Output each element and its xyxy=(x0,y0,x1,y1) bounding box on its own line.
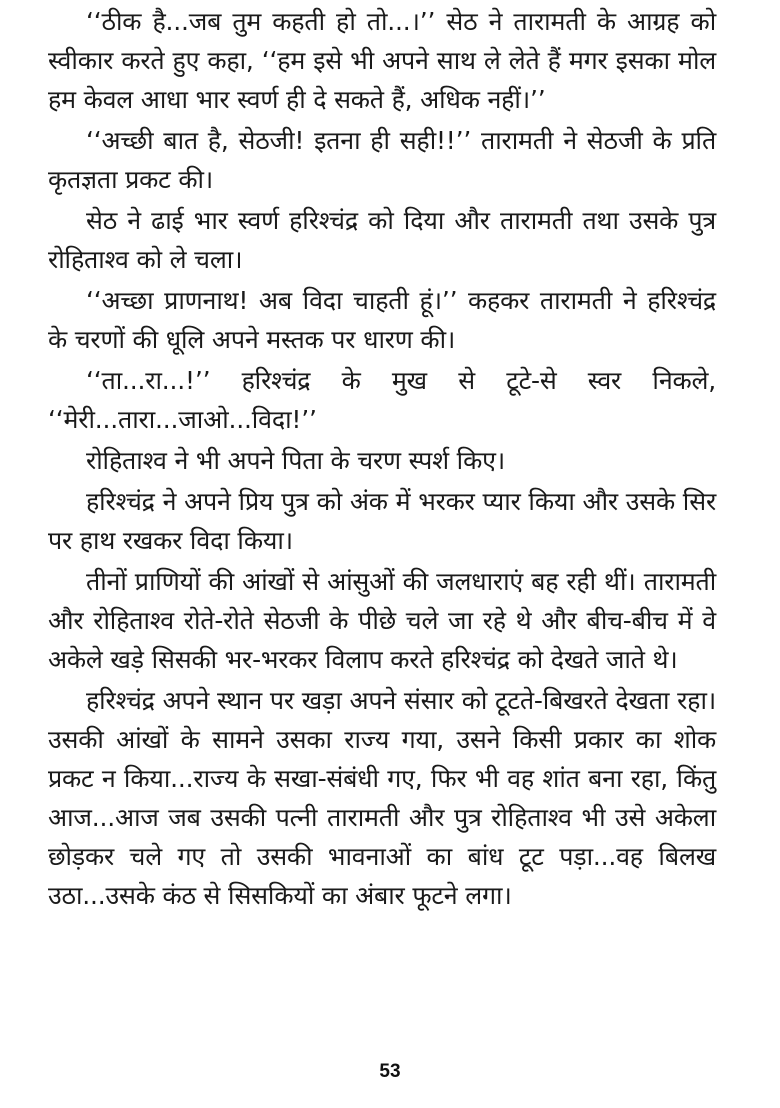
paragraph-9: हरिश्चंद्र अपने स्थान पर खड़ा अपने संसार को टूटते-बिखरते देखता रहा। उसकी आंखों के सामने उसका राज्य गया, उसने किसी प्रकार का शोक प्रकट न किया...राज्य के सखा-संबंधी गए, फिर भी वह शांत बना रहा, किंतु आज...आज जब उसकी पत्नी तारामती और पुत्र रोहिताश्व भी उसे अकेला छोड़कर चले गए तो उसकी भावनाओं का बांध टूट पड़ा...वह बिलख उठा...उसके कंठ से सिसकियों का अंबार फूटने लगा। xyxy=(48,686,716,910)
paragraph-3: सेठ ने ढाई भार स्वर्ण हरिश्चंद्र को दिया और तारामती तथा उसके पुत्र रोहिताश्व को ले चला। xyxy=(48,206,716,274)
paragraph-5: ‘‘ता...रा...!’’ हरिश्चंद्र के मुख से टूटे-से स्वर निकले, ‘‘मेरी...तारा...जाओ...विदा!’’ xyxy=(48,366,716,434)
page-number: 53 xyxy=(379,1061,401,1082)
paragraph-7: हरिश्चंद्र ने अपने प्रिय पुत्र को अंक में भरकर प्यार किया और उसके सिर पर हाथ रखकर विदा किया। xyxy=(48,487,716,555)
page-body xyxy=(48,2,716,1052)
paragraph-4: ‘‘अच्छा प्राणनाथ! अब विदा चाहती हूं।’’ कहकर तारामती ने हरिश्चंद्र के चरणों की धूलि अपने मस्तक पर धारण की। xyxy=(48,286,716,354)
paragraph-8: तीनों प्राणियों की आंखों से आंसुओं की जलधाराएं बह रही थीं। तारामती और रोहिताश्व रोते-रोते सेठजी के पीछे चले जा रहे थे और बीच-बीच में वे अकेले खड़े सिसकी भर-भरकर विलाप करते हरिश्चंद्र को देखते जाते थे। xyxy=(48,567,716,674)
paragraph-6: रोहिताश्व ने भी अपने पिता के चरण स्पर्श किए। xyxy=(86,446,506,475)
paragraph-2: ‘‘अच्छी बात है, सेठजी! इतना ही सही!!’’ तारामती ने सेठजी के प्रति कृतज्ञता प्रकट की। xyxy=(48,126,716,194)
paragraph-1: ‘‘ठीक है...जब तुम कहती हो तो...।’’ सेठ ने तारामती के आग्रह को स्वीकार करते हुए कहा, ‘‘हम इसे भी अपने साथ ले लेते हैं मगर इसका मोल हम केवल आधा भार स्वर्ण ही दे सकते हैं, अधिक नहीं।’’ xyxy=(48,7,716,114)
